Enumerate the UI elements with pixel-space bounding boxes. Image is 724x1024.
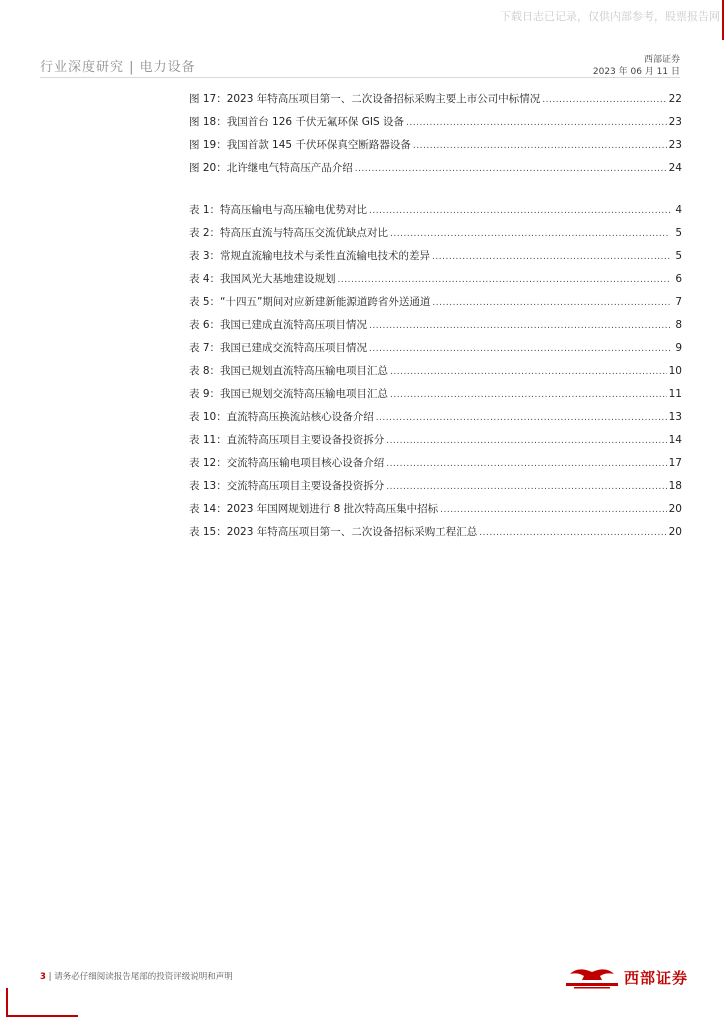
toc-entry[interactable] [189,202,682,218]
toc-entry-page: 13 [668,411,682,423]
toc-entry[interactable] [189,294,682,310]
toc-dot-leader [355,164,667,174]
footer-page-number: 3 [40,972,46,982]
toc-entry-label: 图 17：2023 年特高压项目第一、二次设备招标采购主要上市公司中标情况 [189,93,541,105]
header-divider [40,77,680,78]
toc-entry[interactable] [189,137,682,153]
watermark-text: 下载日志已记录，仅供内部参考，股票报告网 [500,10,720,23]
toc-entry-page: 10 [668,365,682,377]
toc-entry-label: 表 3：常规直流输电技术与柔性直流输电技术的差异 [189,250,431,262]
toc-entry[interactable] [189,160,682,176]
toc-entry-label: 表 8：我国已规划直流特高压输电项目汇总 [189,365,389,377]
toc-entry[interactable] [189,340,682,356]
toc-entry-page: 7 [675,296,682,308]
footer-disclaimer [40,970,233,982]
footer-separator: | [48,972,52,982]
toc-dot-leader [369,344,670,354]
western-bull-icon [564,964,620,990]
company-logo [564,962,688,992]
toc-entry-page: 20 [668,503,682,515]
toc-entry-page: 22 [668,93,682,105]
toc-entry-label: 表 6：我国已建成直流特高压项目情况 [189,319,368,331]
toc-dot-leader [390,390,667,400]
toc-entry-label: 表 7：我国已建成交流特高压项目情况 [189,342,368,354]
toc-dot-leader [386,436,666,446]
toc-dot-leader [338,275,670,285]
toc-entry-page: 23 [668,116,682,128]
toc-entry-label: 图 19：我国首款 145 千伏环保真空断路器设备 [189,139,411,151]
toc-entry[interactable] [189,524,682,540]
toc-entry-page: 24 [668,162,682,174]
toc-entry-label: 表 11：直流特高压项目主要设备投资拆分 [189,434,385,446]
logo-text: 西部证券 [623,968,688,987]
toc-dot-leader [432,252,670,262]
toc-dot-leader [369,206,670,216]
header-date: 2023 年 06 月 11 日 [592,67,680,77]
toc-entry[interactable] [189,409,682,425]
toc-dot-leader [542,95,666,105]
toc-entry-page: 23 [668,139,682,151]
toc-entry[interactable] [189,501,682,517]
toc-dot-leader [406,118,667,128]
toc-entry-label: 表 12：交流特高压输电项目核心设备介绍 [189,457,385,469]
footer-bracket-horizontal [6,1015,78,1017]
header-section-title: 行业深度研究 | 电力设备 [40,60,196,75]
toc-dot-leader [413,141,667,151]
toc-entry-label: 图 18：我国首台 126 千伏无氟环保 GIS 设备 [189,116,404,128]
toc-entry-page: 5 [675,250,682,262]
toc-entry-page: 8 [675,319,682,331]
toc-dot-leader [369,321,670,331]
toc-dot-leader [386,482,666,492]
toc-entry[interactable] [189,478,682,494]
toc-entry[interactable] [189,386,682,402]
toc-entry-page: 11 [668,388,682,400]
toc-entry[interactable] [189,248,682,264]
toc-entry-page: 6 [675,273,682,285]
toc-entry-label: 表 13：交流特高压项目主要设备投资拆分 [189,480,385,492]
toc-entry-label: 表 1：特高压输电与高压输电优势对比 [189,204,368,216]
toc-dot-leader [386,459,666,469]
toc-entry-page: 5 [675,227,682,239]
toc-entry-label: 表 15：2023 年特高压项目第一、二次设备招标采购工程汇总 [189,526,478,538]
header-brand: 西部证券 [643,55,680,65]
toc-entry[interactable] [189,432,682,448]
toc-dot-leader [432,298,670,308]
toc-dot-leader [440,505,667,515]
toc-entry-label: 表 10：直流特高压换流站核心设备介绍 [189,411,374,423]
toc-entry-label: 表 2：特高压直流与特高压交流优缺点对比 [189,227,389,239]
toc-entry[interactable] [189,225,682,241]
toc-entry-label: 表 9：我国已规划交流特高压输电项目汇总 [189,388,389,400]
toc-entry[interactable] [189,271,682,287]
toc-entry-label: 表 5：“十四五”期间对应新建新能源道跨省外送通道 [189,296,431,308]
toc-dot-leader [390,367,667,377]
toc-entry-page: 9 [675,342,682,354]
toc-entry-label: 表 4：我国风光大基地建设规划 [189,273,336,285]
toc-entry-page: 4 [675,204,682,216]
toc-entry-label: 图 20：北许继电气特高压产品介绍 [189,162,353,174]
toc-entry[interactable] [189,317,682,333]
toc-entry-page: 14 [668,434,682,446]
toc-entry[interactable] [189,455,682,471]
toc-entry-page: 17 [668,457,682,469]
toc-entry-label: 表 14：2023 年国网规划进行 8 批次特高压集中招标 [189,503,439,515]
toc-entry[interactable] [189,91,682,107]
toc-entry[interactable] [189,363,682,379]
toc-dot-leader [390,229,670,239]
footer-bracket-vertical [6,988,8,1016]
toc-entry-page: 18 [668,480,682,492]
toc-dot-leader [479,528,666,538]
footer-disclaimer-text: 请务必仔细阅读报告尾部的投资评级说明和声明 [54,972,233,982]
toc-dot-leader [376,413,667,423]
toc-entry[interactable] [189,114,682,130]
toc-entry-page: 20 [668,526,682,538]
